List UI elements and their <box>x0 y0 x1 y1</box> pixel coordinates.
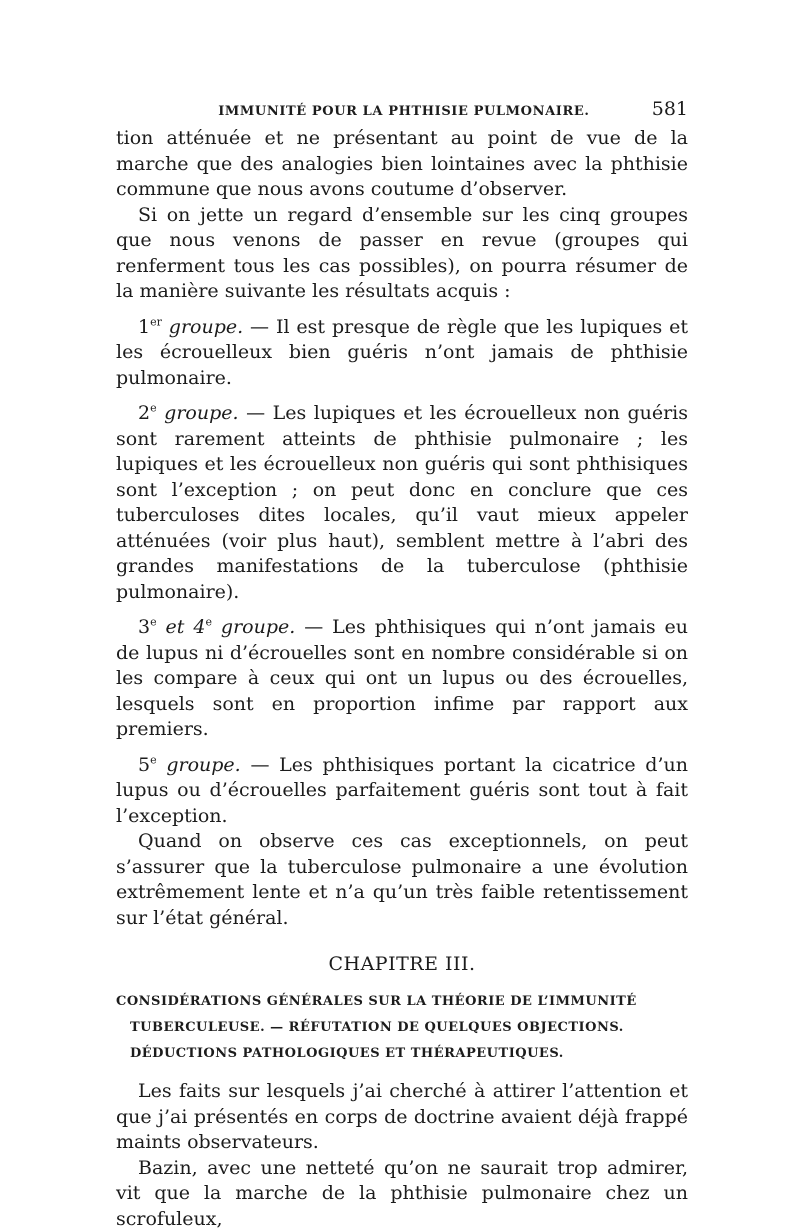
group-4-sup: e <box>205 616 212 629</box>
group-2-paragraph <box>116 401 688 605</box>
group-2-sup: e <box>150 402 157 415</box>
group-2-label: groupe. <box>164 402 238 424</box>
group-5-text: — Les phthisiques portant la cicatrice d’un lupus ou d’écrouelles parfaitement guéris sont tout à fait l’exception. <box>116 754 688 827</box>
group-3-sup: e <box>150 616 157 629</box>
book-page <box>116 98 688 1232</box>
page-number: 581 <box>652 98 688 120</box>
running-title: IMMUNITÉ POUR LA PHTHISIE PULMONAIRE. <box>116 104 652 119</box>
group-2-text: — Les lupiques et les écrouelleux non guéris sont rarement atteints de phthisie pulmonaire ; les lupiques et les écrouelleux non guéris qui sont phthisiques sont l’exception ; on peut donc en conclure que ces tuberculoses dites locales, qu’il vaut mieux appeler atténuées (voir plus haut), semblent mettre à l’abri des grandes manifestations de la tuberculose (phthisie pulmonaire). <box>116 402 688 603</box>
paragraph-exceptional-cases: Quand on observe ces cas exceptionnels, on peut s’assurer que la tuberculose pulmonaire a une évolution extrêmement lente et n’a qu’un très faible retentissement sur l’état général. <box>116 829 688 931</box>
group-5-number: 5 <box>138 754 150 776</box>
group-2-number: 2 <box>138 402 150 424</box>
chapter-title: CHAPITRE III. <box>116 953 688 975</box>
group-5-paragraph <box>116 753 688 830</box>
group-1-text: — Il est presque de règle que les lupiques et les écrouelleux bien guéris n’ont jamais de phthisie pulmonaire. <box>116 316 688 389</box>
group-3-number: 3 <box>138 616 150 638</box>
group-1-label: groupe. <box>169 316 243 338</box>
paragraph-continuation: tion atténuée et ne présentant au point de vue de la marche que des analogies bien lointaines avec la phthisie commune que nous avons coutume d’observer. <box>116 126 688 203</box>
group-5-sup: e <box>150 753 157 766</box>
paragraph-summary-intro: Si on jette un regard d’ensemble sur les cinq groupes que nous venons de passer en revue (groupes qui renferment tous les cas possibles), on pourra résumer de la manière suivante les résultats acquis : <box>116 203 688 305</box>
chapter-paragraph-2: Bazin, avec une netteté qu’on ne saurait trop admirer, vit que la marche de la phthisie pulmonaire chez un scrofuleux, <box>116 1156 688 1232</box>
group-3-4-connector: et 4 <box>157 616 206 638</box>
group-3-4-paragraph <box>116 615 688 743</box>
group-1-paragraph <box>116 315 688 392</box>
chapter-subtitle: CONSIDÉRATIONS GÉNÉRALES SUR LA THÉORIE DE L’IMMUNITÉ TUBERCULEUSE. — RÉFUTATION DE QUELQUES OBJECTIONS. DÉDUCTIONS PATHOLOGIQUES ET THÉRAPEUTIQUES. <box>116 989 688 1067</box>
chapter-paragraph-1: Les faits sur lesquels j’ai cherché à attirer l’attention et que j’ai présentés en corps de doctrine avaient déjà frappé maints observateurs. <box>116 1079 688 1156</box>
group-1-sup: er <box>150 315 162 328</box>
running-head <box>116 98 688 122</box>
group-3-4-label: groupe. <box>212 616 295 638</box>
group-3-4-text: — Les phthisiques qui n’ont jamais eu de lupus ni d’écrouelles sont en nombre considérable si on les compare à ceux qui ont un lupus ou des écrouelles, lesquels sont en proportion infime par rapport aux premiers. <box>116 616 688 740</box>
group-1-number: 1 <box>138 316 150 338</box>
group-5-label: groupe. <box>166 754 240 776</box>
